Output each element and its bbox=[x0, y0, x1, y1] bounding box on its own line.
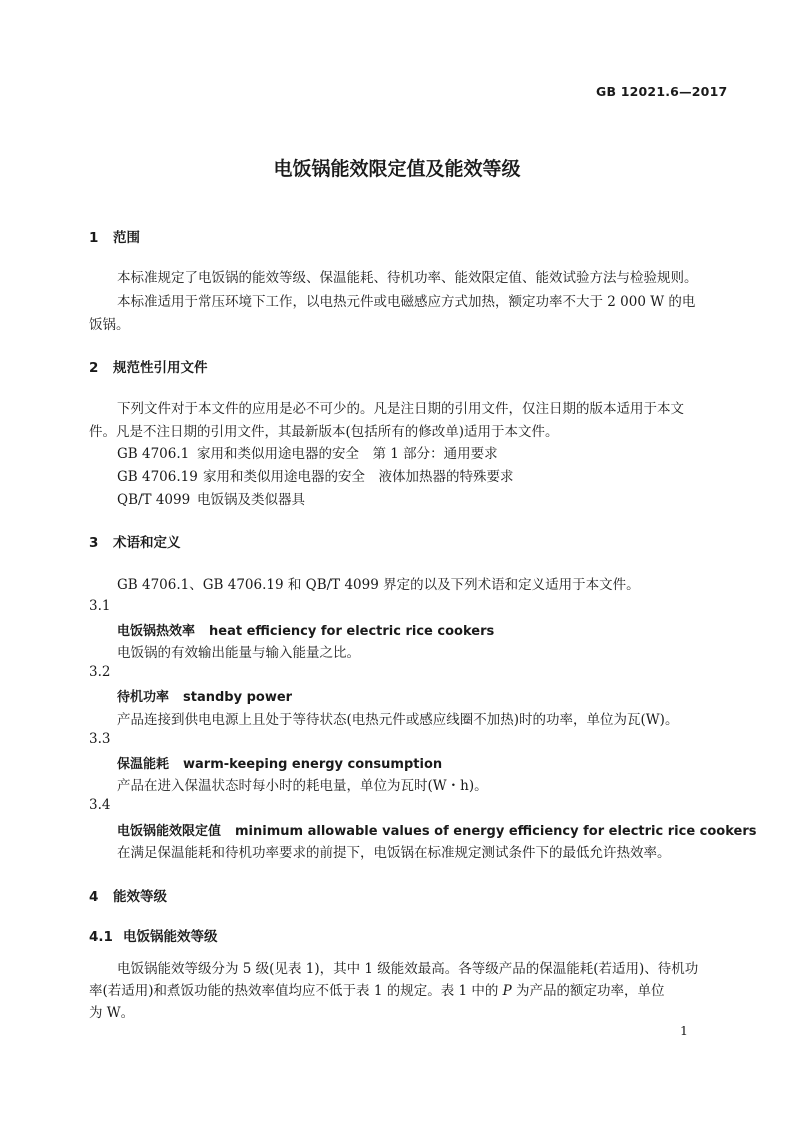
term-en: minimum allowable values of energy efficiency for electric rice cookers bbox=[235, 824, 757, 839]
section-title: 范围 bbox=[113, 230, 140, 246]
reference-item bbox=[117, 488, 305, 508]
term-number: 3.4 bbox=[89, 797, 111, 813]
section-title: 规范性引用文件 bbox=[113, 360, 208, 376]
text-run: 率(若适用)和煮饭功能的热效率值均应不低于表 1 的规定。表 1 中的 bbox=[89, 983, 503, 999]
term-definition: 产品连接到供电电源上且处于等待状态(电热元件或感应线圈不加热)时的功率，单位为瓦(W)。 bbox=[117, 712, 679, 728]
term-definition: 在满足保温能耗和待机功率要求的前提下，电饭锅在标准规定测试条件下的最低允许热效率。 bbox=[117, 845, 671, 861]
term-en: standby power bbox=[183, 690, 293, 705]
text-run: 为产品的额定功率，单位 bbox=[511, 983, 665, 999]
term-zh: 电饭锅能效限定值 bbox=[117, 824, 222, 839]
reference-code: QB/T 4099 bbox=[117, 492, 191, 508]
term-zh: 电饭锅热效率 bbox=[117, 624, 196, 639]
paragraph: 件。凡是不注日期的引用文件，其最新版本(包括所有的修改单)适用于本文件。 bbox=[89, 424, 559, 440]
section-number: 3 bbox=[89, 535, 99, 551]
term-number: 3.2 bbox=[89, 664, 111, 680]
section-1-heading bbox=[89, 226, 140, 246]
section-4-heading bbox=[89, 885, 167, 905]
reference-name: 电饭锅及类似器具 bbox=[197, 492, 305, 508]
standard-number: GB 12021.6—2017 bbox=[596, 84, 728, 99]
reference-code: GB 4706.1 bbox=[117, 446, 190, 462]
section-number: 2 bbox=[89, 360, 99, 376]
term-en: warm-keeping energy consumption bbox=[183, 757, 443, 772]
section-2-heading bbox=[89, 356, 208, 376]
subsection-4-1-heading bbox=[89, 925, 218, 945]
term-zh: 待机功率 bbox=[117, 690, 170, 705]
paragraph: 下列文件对于本文件的应用是必不可少的。凡是注日期的引用文件，仅注日期的版本适用于本文 bbox=[117, 401, 684, 417]
term-zh: 保温能耗 bbox=[117, 757, 170, 772]
paragraph: 本标准适用于常压环境下工作，以电热元件或电磁感应方式加热，额定功率不大于 2 000 W 的电 bbox=[117, 294, 696, 310]
term-heading bbox=[117, 820, 757, 839]
reference-item bbox=[117, 442, 498, 462]
reference-name: 家用和类似用途电器的安全 第 1 部分：通用要求 bbox=[197, 446, 498, 462]
reference-code: GB 4706.19 bbox=[117, 469, 198, 485]
variable-p: P bbox=[502, 983, 512, 999]
paragraph: 为 W。 bbox=[89, 1005, 135, 1021]
paragraph: 饭锅。 bbox=[89, 317, 130, 333]
section-number: 1 bbox=[89, 230, 99, 246]
paragraph: 本标准规定了电饭锅的能效等级、保温能耗、待机功率、能效限定值、能效试验方法与检验规则。 bbox=[117, 270, 698, 286]
paragraph: GB 4706.1、GB 4706.19 和 QB/T 4099 界定的以及下列术语和定义适用于本文件。 bbox=[117, 577, 640, 593]
term-heading bbox=[117, 686, 292, 705]
term-definition: 产品在进入保温状态时每小时的耗电量，单位为瓦时(W・h)。 bbox=[117, 778, 488, 794]
term-number: 3.1 bbox=[89, 598, 111, 614]
reference-item bbox=[117, 465, 514, 485]
term-en: heat efficiency for electric rice cookers bbox=[209, 624, 495, 639]
page-number: 1 bbox=[680, 1023, 688, 1038]
section-title: 能效等级 bbox=[113, 889, 167, 905]
document-title: 电饭锅能效限定值及能效等级 bbox=[273, 158, 521, 180]
paragraph: 电饭锅能效等级分为 5 级(见表 1)，其中 1 级能效最高。各等级产品的保温能耗(若适用)、待机功 bbox=[117, 961, 699, 977]
subsection-number: 4.1 bbox=[89, 929, 113, 945]
term-heading bbox=[117, 620, 494, 639]
section-3-heading bbox=[89, 531, 181, 551]
term-heading bbox=[117, 753, 442, 772]
reference-name: 家用和类似用途电器的安全 液体加热器的特殊要求 bbox=[203, 469, 514, 485]
section-number: 4 bbox=[89, 889, 99, 905]
subsection-title: 电饭锅能效等级 bbox=[123, 929, 218, 945]
paragraph bbox=[89, 979, 665, 999]
term-definition: 电饭锅的有效输出能量与输入能量之比。 bbox=[117, 645, 360, 661]
term-number: 3.3 bbox=[89, 731, 111, 747]
section-title: 术语和定义 bbox=[113, 535, 181, 551]
